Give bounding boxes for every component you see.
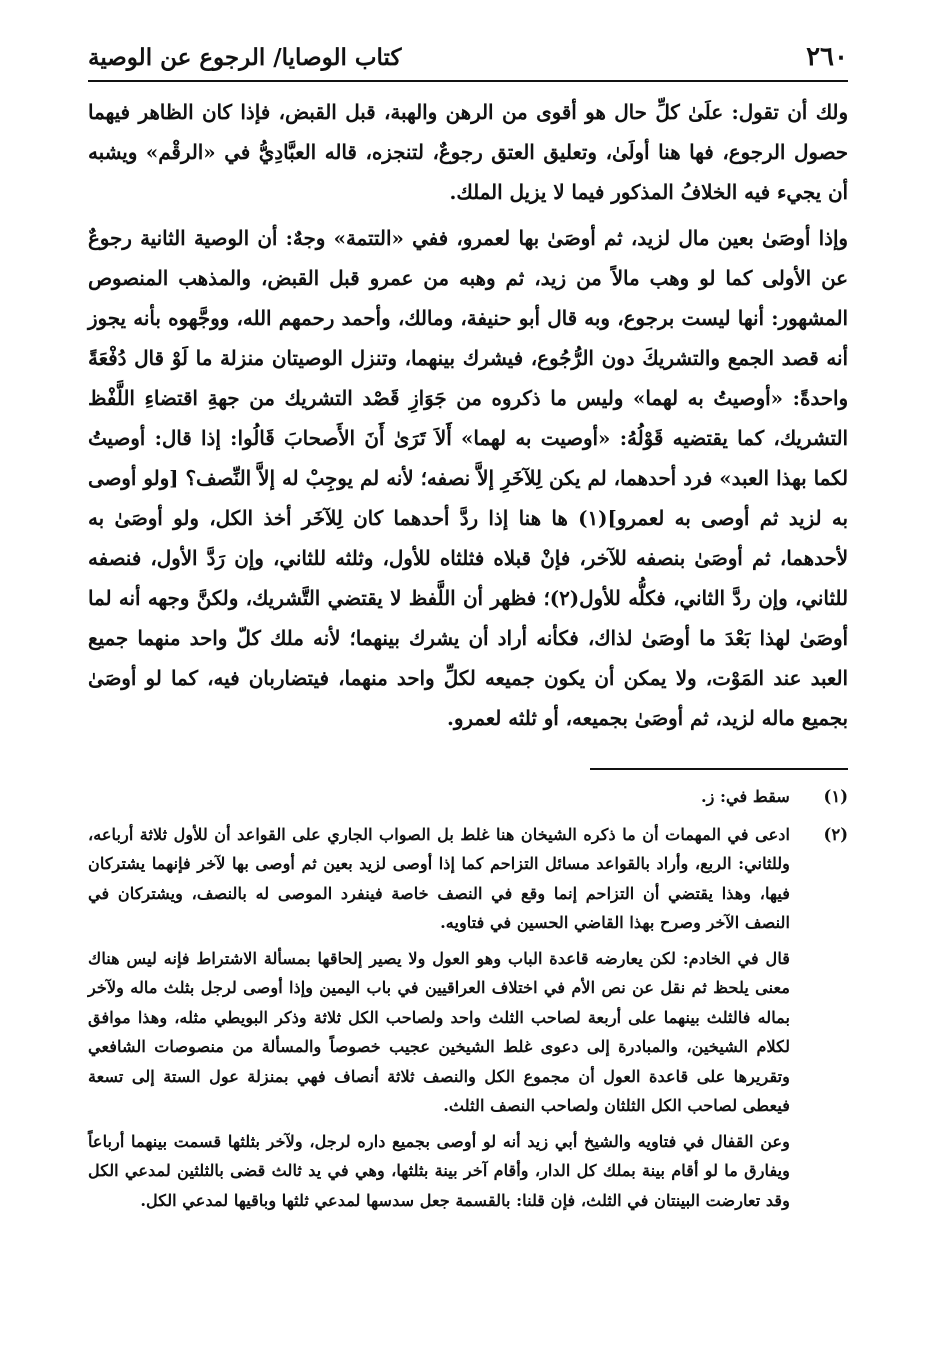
footnote-body	[88, 782, 790, 812]
footnote-paragraph: ادعى في المهمات أن ما ذكره الشيخان هنا غلط بل الصواب الجاري على القواعد أن للأول ثلاثة أرباعه، وللثاني: الربع، وأراد بالقواعد مسائل التزاحم كما إذا أوصى لزيد بعين ثم أوصى بها لآخر فإنهما يشتركان فيها، وهذا يقتضي أن التزاحم إنما وقع في النصف خاصة فينفرد الموصى له بالنصف، ويشتركان في النصف الآخر وصرح بهذا القاضي الحسين في فتاويه.	[88, 824, 790, 932]
running-header	[88, 34, 848, 82]
page-number: ٢٦٠	[806, 42, 848, 72]
footnote	[88, 782, 848, 812]
body-paragraph: ولك أن تقول: علَىٰ كلِّ حال هو أقوى من الرهن والهبة، قبل القبض، فإذا كان الظاهر فيهما حصول الرجوع، فها هنا أولَىٰ، وتعليق العتق رجوعٌ، لتنجزه، قاله العبَّادِيُّ في «الرقْم» ويشبه أن يجيء فيه الخلافُ المذكور فيما لا يزيل الملك.	[88, 100, 848, 204]
footnote-paragraph: وعن القفال في فتاويه والشيخ أبي زيد أنه لو أوصى بجميع داره لرجل، ولآخر بثلثها قسمت بينهما أرباعاً ويفارق ما لو أقام بينة بملك كل الدار، وأقام آخر بينة بثلثها، وهي في يد ثالث قضى بالثلثين لمدعي الكل وقد تعارضت البينتان في الثلث، فإن قلنا: بالقسمة جعل سدسها لمدعي ثلثها وباقيها لمدعي الكل.	[88, 1131, 790, 1210]
footnote-body	[88, 820, 790, 1216]
footnotes	[88, 782, 848, 1215]
main-text	[88, 92, 848, 738]
footnote-number: (٢)	[823, 824, 848, 844]
header-title: كتاب الوصايا/ الرجوع عن الوصية	[88, 43, 402, 71]
body-paragraph: وإذا أوصَىٰ بعين مال لزيد، ثم أوصَىٰ بها لعمرو، ففي «التتمة» وجهٌ: أن الوصية الثانية رجوعٌ عن الأولى كما لو وهب مالاً من زيد، ثم وهبه من عمرو قبل القبض، والمذهب المنصوص المشهور: أنها ليست برجوع، وبه قال أبو حنيفة، ومالك، وأحمد رحمهم الله، ووجَّهوه بأنه يجوز أنه قصد الجمع والتشريكَ دون الرُّجُوع، فيشرك بينهما، وتنزل الوصيتان منزلة ما لَوْ قال دُفْعَةً واحدةً: «أوصيتُ به لهما» وليس ما ذكروه من جَوَازِ قَصْد التشريك من جهةِ اقتضاءِ اللَّفْظ التشريك، كما يقتضيه قَوْلُهُ: «أوصيت به لهما» أَلاَ تَرَىٰ أَنَ الأَصحابَ قَالُوا: إذا قال: أوصيتُ لكما بهذا العبد» فرد أحدهما، لم يكن لِلآخَرِ إلاَّ نصفه؛ لأنه لم يوجِبْ له إلاَّ النِّصف؟ [ولو أوصى به لزيد ثم أوصى به لعمرو](١) ها هنا إذا ردَّ أحدهما كان لِلآخَر أخذ الكل، ولو أوصَىٰ به لأحدهما، ثم أوصَىٰ بنصفه للآخر، فإنْ قبلاه فثلثاه للأول، وثلثه للثاني، وإن رَدَّ الأول، فنصفه للثاني، وإن ردَّ الثاني، فكلُّه للأول(٢)؛ فظهر أن اللَّفظ لا يقتضي التَّشريك، ولكنَّ وجهه أنه لما أوصَىٰ لهذا بَعْدَ ما أوصَىٰ لذاك، فكأنه أراد أن يشرك بينهما؛ لأنه ملك كلّ واحد منهما جميع العبد عند المَوْت، ولا يمكن أن يكون جميعه لكلِّ واحد منهما، فيتضاربان فيه، كما لو أوصَىٰ بجميع ماله لزيد، ثم أوصَىٰ بجميعه، أو ثلثه لعمرو.	[88, 226, 849, 730]
footnote-paragraph: سقط في: ز.	[700, 787, 790, 806]
footnote-paragraph: قال في الخادم: لكن يعارضه قاعدة الباب وهو العول ولا يصير إلحاقها بمسألة الاشتراط فإنه ليس هناك معنى يلحظ ثم نقل عن نص الأم في اختلاف العراقيين في باب اليمين وإذا أوصى لرجل بثلث ماله ولآخر بماله فالثلث بينهما على أربعة لصاحب الثلث واحد ولصاحب الكل ثلاثة وذكر البويطي مثله، وهذا موافق لكلام الشيخين، والمبادرة إلى دعوى غلط الشيخين عجيب خصوصاً والمسألة من منصوصات الشافعي وتقريرها على قاعدة العول أن مجموع الكل والنصف ثلاثة أنصاف فهي بمنزلة عول الستة إلى تسعة فيعطى لصاحب الكل الثلثان ولصاحب النصف الثلث.	[88, 948, 790, 1115]
footnote	[88, 820, 848, 1216]
footnote-number: (١)	[823, 787, 848, 806]
footnote-separator	[590, 768, 848, 770]
